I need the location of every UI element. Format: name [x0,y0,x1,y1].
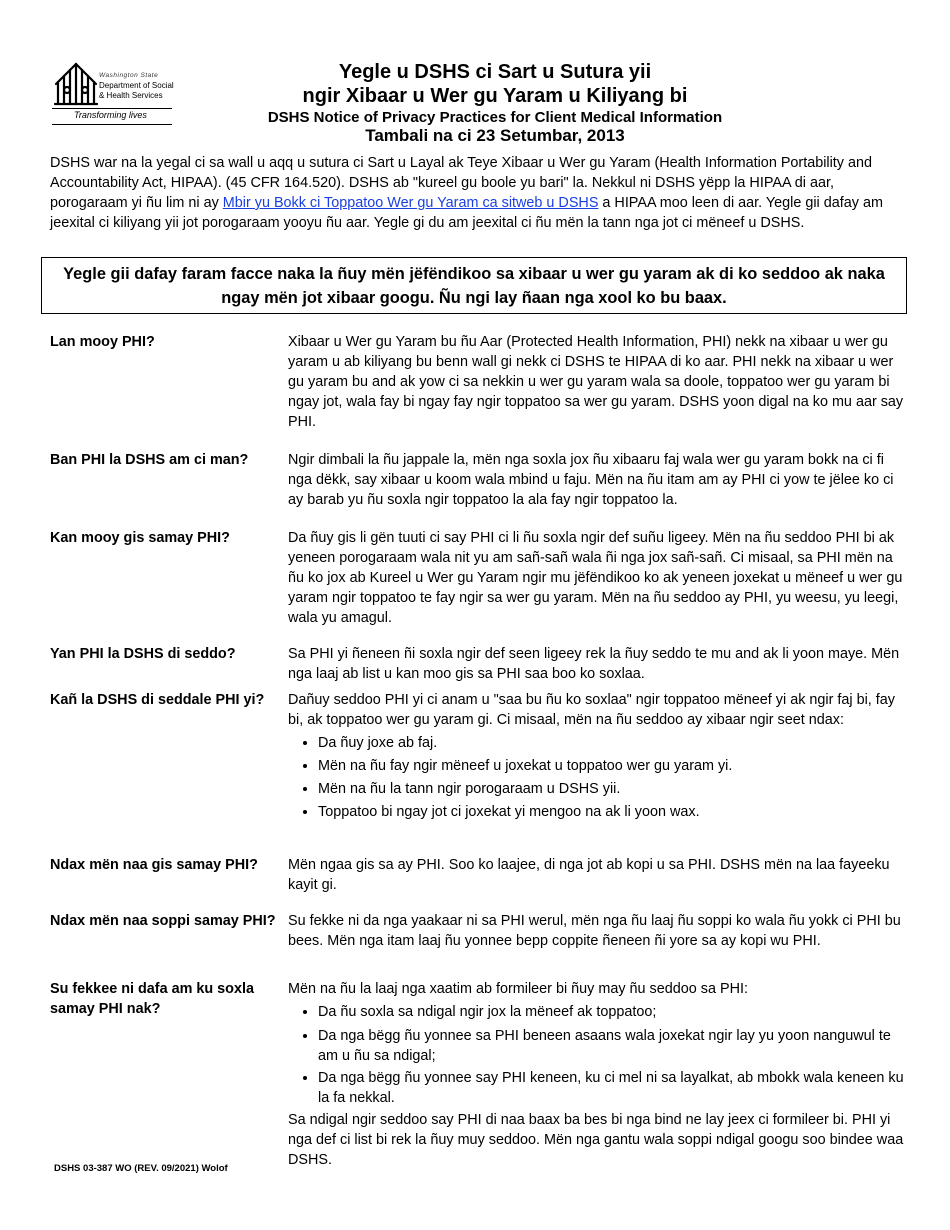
qa-row-who-sees-phi [50,528,910,644]
qa-row-see-my-phi [50,855,910,911]
logo-line1: Department of Social [99,81,174,90]
qa-row-when-shared [50,690,910,855]
answer: Mën ngaa gis sa ay PHI. Soo ko laajee, di nga jot ab kopi u sa PHI. DSHS mën na laa fayeeku kayit gi. [288,857,890,893]
qa-sections [50,332,910,1170]
form-id: DSHS 03-387 WO (REV. 09/2021) Wolof [54,1163,228,1174]
question: Ndax mën naa gis samay PHI? [50,857,258,873]
bullet-list [288,732,910,824]
list-item: • Da ñuy joxe ab faj. [318,732,910,755]
intro-paragraph [50,153,910,233]
bullet-list [288,1001,910,1108]
logo-line2: & Health Services [99,91,163,100]
list-item: • Da nga bëgg ñu yonnee say PHI keneen, ku ci mel ni sa layalkat, ab mbokk wala keneen ku la fa nekkal. [318,1068,910,1108]
question: Kañ la DSHS di seddale PHI yi? [50,692,265,708]
qa-row-what-is-phi [50,332,910,450]
qa-row-what-phi-shared [50,644,910,690]
list-item: • Da ñu soxla sa ndigal ngir jox la mëneef ak toppatoo; [318,1001,910,1024]
answer-text-after: Sa ndigal ngir seddoo say PHI di naa baax ba bes bi nga bind ne lay jeex ci formileer bi. PHI yi nga def ci list bi rek la ñuy muy seddoo. Mën nga gantu wala soppi ndigal googu soo bindee waa DSHS. [288,1112,904,1168]
answer: Ngir dimbali la ñu jappale la, mën nga soxla jox ñu xibaaru faj wala wer gu yaram bokk na ci fi nga dëkk, say xibaar u koom wala mbind u faju. Mën na ñu itam am ay PHI ci yow te jëlee ko ci ay barab yu ñu soxla ngir toppatoo la ala fay ngir toppatoo la. [288,452,894,508]
answer: Da ñuy gis li gën tuuti ci say PHI ci li ñu soxla ngir def suñu ligeey. Mën na ñu seddoo PHI bi ak yeneen porogaraam wala nit yu am sañ-sañ wala ñi nga jox sañ-sañ. Ci misaal, sa PHI mën na ñu ko jox ab Kureel u Wer gu Yaram ngir mu jëfëndikoo ko ak yeneen joxekat u mëneef u wer gu yaram ngir toppatoo te fay ngir sa wer gu yaram. Mën na ñu seddoo ay PHI, yu weesu, yu leegi, wala yu amagul. [288,530,903,626]
question: Ban PHI la DSHS am ci man? [50,452,249,468]
question: Kan mooy gis samay PHI? [50,530,230,546]
list-item: • Da nga bëgg ñu yonnee sa PHI beneen asaans wala joxekat ngir lay yu yoon nanguwul te am u ñu sa ndigal; [318,1026,910,1066]
logo-state: Washington State [99,72,159,79]
qa-row-phi-held [50,450,910,528]
qa-row-someone-needs-phi [50,979,910,1170]
dshs-logo [52,60,174,126]
intro-text-after: a HIPAA moo leen di aar. Yegle gii dafay am jeexital ci kiliyang yii jot porogaraam yooyu ñu aar. Yegle gi du am jeexital ci ñu mën la tann nga jot ci mëneef u DSHS. [50,195,883,231]
list-item: • Mën na ñu la tann ngir porogaraam u DSHS yii. [318,778,910,801]
notice-box-text: Yegle gii dafay faram facce naka la ñuy mën jëfëndikoo sa xibaar u wer gu yaram ak di ko seddoo ak naka ngay mën jot xibaar googu. Ñu ngi lay ñaan nga xool ko bu baax. [63,265,885,307]
effective-date: Tambali na ci 23 Setumbar, 2013 [365,126,625,145]
logo-divider [52,108,172,109]
intro-text-before: DSHS war na la yegal ci sa wall u aqq u sutura ci Sart u Layal ak Teye Xibaar u Wer gu Yaram (Health Information Portability and Accountability Act, HIPAA). (45 CFR 164.520). DSHS ab "kureel gu boole yu bari" la. Nekkul ni DSHS yëpp la HIPAA di aar, porogaraam yi ñu lim ni ay [50,155,873,211]
covered-entities-link[interactable]: Mbir yu Bokk ci Toppatoo Wer gu Yaram ca sitweb u DSHS [222,195,599,211]
question: Su fekkee ni dafa am ku soxla samay PHI nak? [50,981,254,1017]
question: Ndax mën naa soppi samay PHI? [50,913,276,929]
document-header [200,60,790,146]
answer: Su fekke ni da nga yaakaar ni sa PHI werul, mën nga ñu laaj ñu soppi ko wala ñu yokk ci PHI bu bees. Mën nga itam laaj ñu yonnee bepp coppite ñeneen ñi yore sa ay kopi wu PHI. [288,913,901,949]
qa-row-change-my-phi [50,911,910,979]
list-item: • Mën na ñu fay ngir mëneef u joxekat u toppatoo wer gu yaram yi. [318,755,910,778]
answer-text: Mën na ñu la laaj nga xaatim ab formileer bi ñuy may ñu seddoo sa PHI: [288,981,748,997]
page-subtitle: DSHS Notice of Privacy Practices for Client Medical Information [267,109,723,126]
list-item: • Toppatoo bi ngay jot ci joxekat yi mengoo na ak li yoon wax. [318,801,910,824]
question: Lan mooy PHI? [50,334,155,350]
answer [288,979,910,1170]
question: Yan PHI la DSHS di seddo? [50,646,236,662]
answer-text: Dañuy seddoo PHI yi ci anam u "saa bu ñu ko soxlaa" ngir toppatoo mëneef yi ak ngir faj bi, fay bi, ak toppatoo wer gu yaram gi. Ci misaal, mën na ñu seddoo ay xibaar ngir seet ndax: [288,692,895,728]
page-title-line1: Yegle u DSHS ci Sart u Sutura yii [338,61,652,83]
logo-divider-bottom [52,124,172,125]
dshs-emblem-icon [52,60,98,106]
answer: Sa PHI yi ñeneen ñi soxla ngir def seen ligeey rek la ñuy seddo te mu and ak li yoon maye. Mën nga laaj ab list u kan moo gis sa PHI saa boo ko soxlaa. [288,646,900,682]
answer [288,690,910,855]
notice-box [41,257,907,314]
answer: Xibaar u Wer gu Yaram bu ñu Aar (Protected Health Information, PHI) nekk na xibaar u wer gu yaram u ab kiliyang bu benn wall gi nekk ci DSHS te HIPAA di ko aar. PHI nekk na xibaar u wer gu yaram bu and ak yow ci sa nekkin u wer gu yaram wala sa doole, toppatoo wer gu yaram bi ngay jot, wala fay bi ngay fay ngir toppatoo sa wer gu yaram. DSHS yoon digal na ko mu aar say PHI. [288,334,904,430]
page-title-line2: ngir Xibaar u Wer gu Yaram u Kiliyang bi [302,85,688,107]
logo-tagline: Transforming lives [74,110,147,120]
logo-text [99,71,174,101]
